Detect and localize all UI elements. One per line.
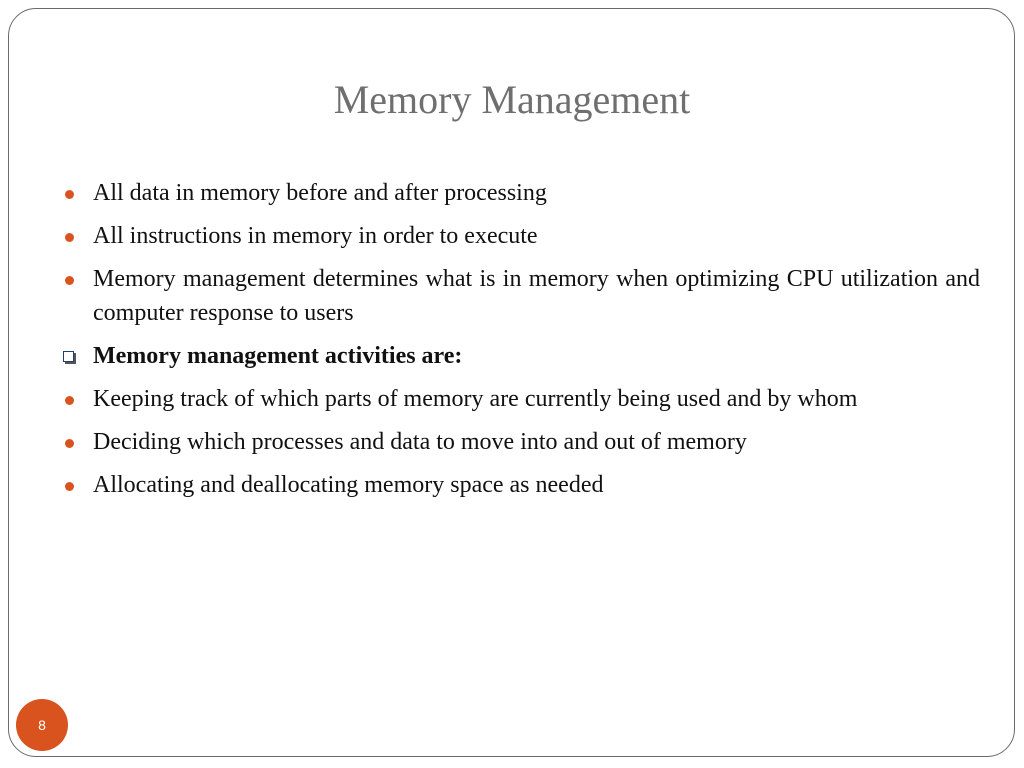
bullet-marker bbox=[62, 262, 78, 296]
bullet-item bbox=[62, 468, 980, 502]
bullet-item bbox=[62, 262, 980, 330]
dot-icon bbox=[65, 482, 74, 491]
dot-icon bbox=[65, 396, 74, 405]
bullet-text: All data in memory before and after processing bbox=[93, 180, 547, 206]
bullet-text: Keeping track of which parts of memory are currently being used and by whom bbox=[93, 386, 858, 412]
bullet-marker bbox=[62, 382, 78, 416]
bullet-item bbox=[62, 176, 980, 210]
bullet-item bbox=[62, 425, 980, 459]
bullet-marker bbox=[62, 339, 78, 373]
bullet-marker bbox=[62, 425, 78, 459]
bullet-item bbox=[62, 219, 980, 253]
slide-title: Memory Management bbox=[333, 77, 691, 122]
dot-icon bbox=[65, 276, 74, 285]
bullet-item bbox=[62, 382, 980, 416]
dot-icon bbox=[65, 439, 74, 448]
bullet-text: Memory management determines what is in memory when optimizing CPU utilization and computer response to users bbox=[93, 266, 980, 326]
dot-icon bbox=[65, 233, 74, 242]
bullet-text: Memory management activities are: bbox=[93, 343, 463, 369]
checkbox-square-icon bbox=[63, 351, 74, 362]
bullet-marker bbox=[62, 219, 78, 253]
dot-icon bbox=[65, 190, 74, 199]
page-number-badge: 8 bbox=[16, 699, 68, 751]
bullet-item bbox=[62, 339, 980, 373]
bullet-text: Allocating and deallocating memory space as needed bbox=[93, 472, 604, 498]
bullet-text: Deciding which processes and data to move into and out of memory bbox=[93, 429, 747, 455]
bullet-list bbox=[62, 176, 980, 511]
bullet-marker bbox=[62, 468, 78, 502]
bullet-text: All instructions in memory in order to execute bbox=[93, 223, 538, 249]
bullet-marker bbox=[62, 176, 78, 210]
